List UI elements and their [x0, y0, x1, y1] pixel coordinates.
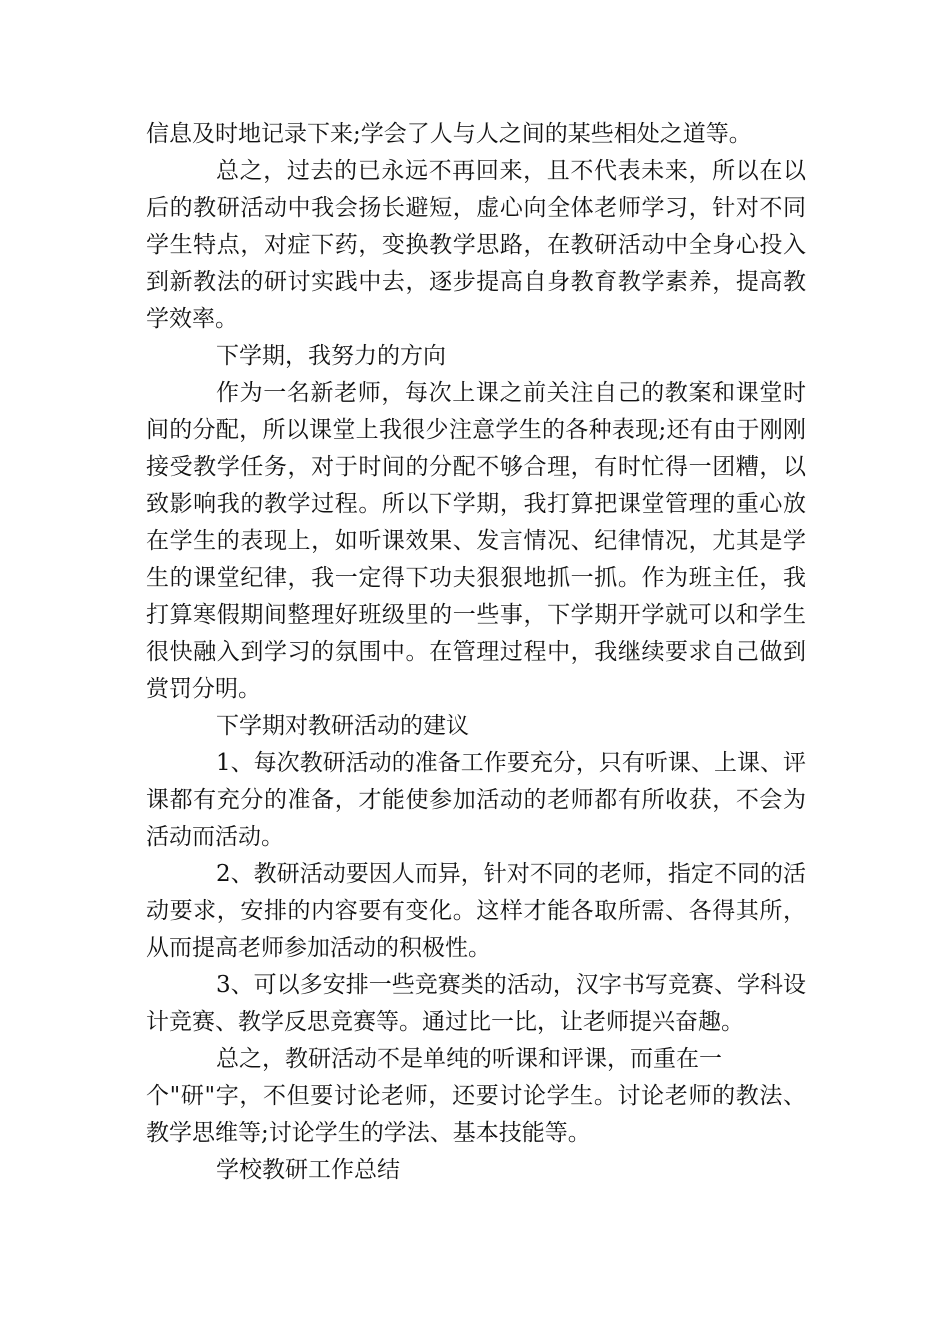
section-heading: 学校教研工作总结 — [216, 1157, 400, 1183]
section-heading: 下学期，我努力的方向 — [216, 343, 446, 369]
paragraph: 信息及时地记录下来;学会了人与人之间的某些相处之道等。 — [146, 121, 752, 147]
list-item: 1、每次教研活动的准备工作要充分，只有听课、上课、评课都有充分的准备，才能使参加活动的老师都有所收获，不会为活动而活动。 — [146, 750, 806, 850]
paragraph: 作为一名新老师，每次上课之前关注自己的教案和课堂时间的分配，所以课堂上我很少注意学生的各种表现;还有由于刚刚接受教学任务，对于时间的分配不够合理，有时忙得一团糟，以致影响我的教学过程。所以下学期，我打算把课堂管理的重心放在学生的表现上，如听课效果、发言情况、纪律情况，尤其是学生的课堂纪律，我一定得下功夫狠狠地抓一抓。作为班主任，我打算寒假期间整理好班级里的一些事，下学期开学就可以和学生很快融入到学习的氛围中。在管理过程中，我继续要求自己做到赏罚分明。 — [146, 380, 806, 702]
list-item: 3、可以多安排一些竞赛类的活动，汉字书写竞赛、学科设计竞赛、教学反思竞赛等。通过比一比，让老师提兴奋趣。 — [146, 972, 806, 1035]
list-item: 2、教研活动要因人而异，针对不同的老师，指定不同的活动要求，安排的内容要有变化。这样才能各取所需、各得其所，从而提高老师参加活动的积极性。 — [146, 861, 806, 961]
paragraph: 总之，过去的已永远不再回来，且不代表未来，所以在以后的教研活动中我会扬长避短，虚心向全体老师学习，针对不同学生特点，对症下药，变换教学思路，在教研活动中全身心投入到新教法的研讨实践中去，逐步提高自身教育教学素养，提高教学效率。 — [146, 158, 806, 332]
paragraph: 个"研"字，不但要讨论老师，还要讨论学生。讨论老师的教法、教学思维等;讨论学生的学法、基本技能等。 — [146, 1083, 806, 1146]
paragraph: 总之，教研活动不是单纯的听课和评课，而重在一 — [216, 1046, 722, 1072]
section-heading: 下学期对教研活动的建议 — [216, 713, 469, 739]
document-body — [146, 116, 806, 1189]
